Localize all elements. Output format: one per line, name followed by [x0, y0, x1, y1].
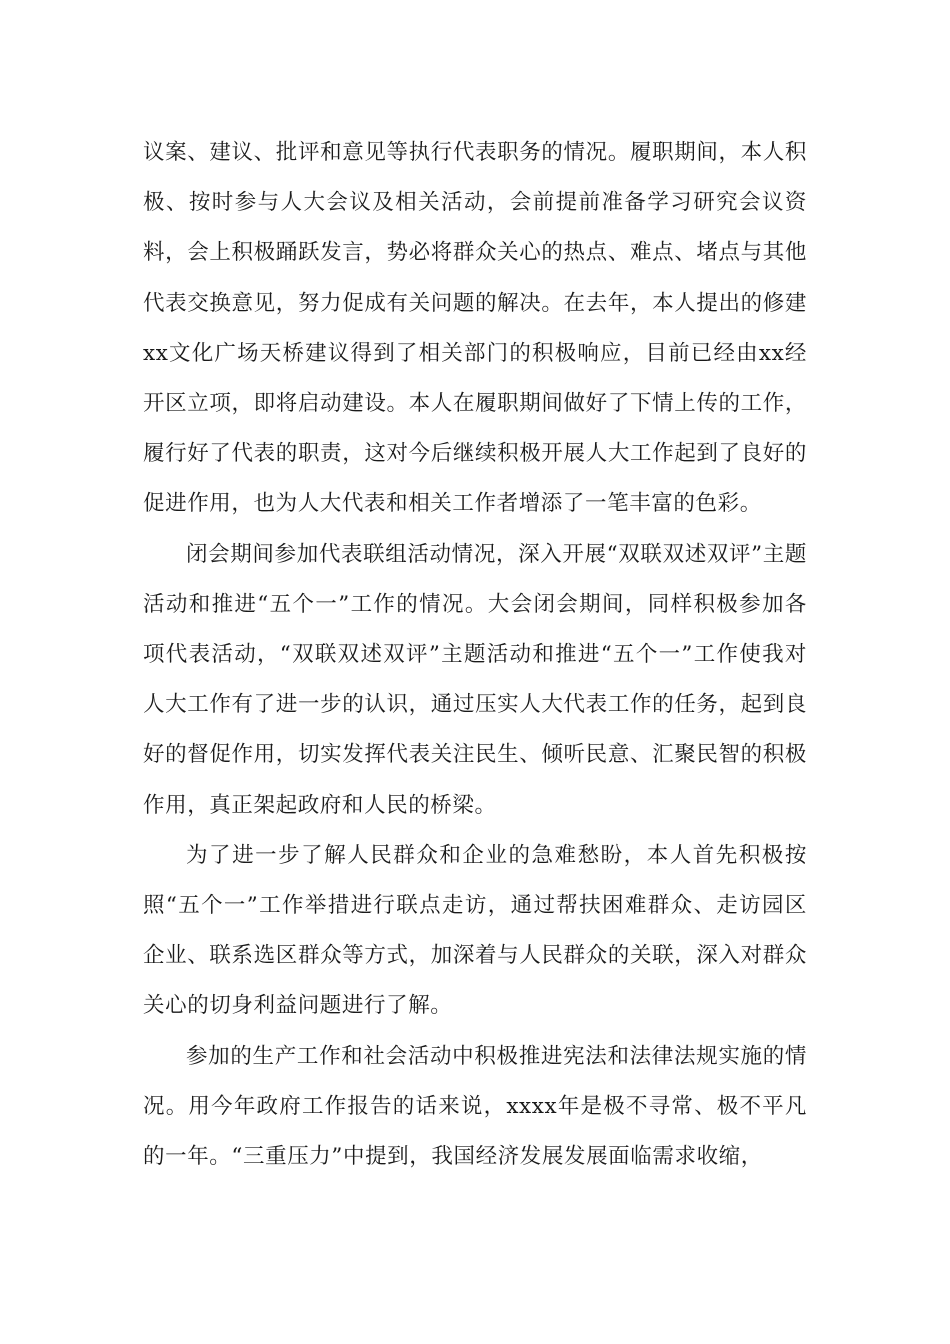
- paragraph-visits: 为了进一步了解人民群众和企业的急难愁盼，本人首先积极按照“五个一”工作举措进行联点走访，通过帮扶困难群众、走访园区企业、联系选区群众等方式，加深着与人民群众的关联，深入对群众关心的切身利益问题进行了解。: [143, 842, 807, 1019]
- paragraph-continued: 议案、建议、批评和意见等执行代表职务的情况。履职期间，本人积极、按时参与人大会议及相关活动，会前提前准备学习研究会议资料，会上积极踊跃发言，势必将群众关心的热点、难点、堵点与其他代表交换意见，努力促成有关问题的解决。在去年，本人提出的修建xx文化广场天桥建议得到了相关部门的积极响应，目前已经由xx经开区立项，即将启动建设。本人在履职期间做好了下情上传的工作，履行好了代表的职责，这对今后继续积极开展人大工作起到了良好的促进作用，也为人大代表和相关工作者增添了一笔丰富的色彩。: [143, 140, 807, 517]
- paragraph-constitution: 参加的生产工作和社会活动中积极推进宪法和法律法规实施的情况。用今年政府工作报告的话来说，xxxx年是极不寻常、极不平凡的一年。“三重压力”中提到，我国经济发展发展面临需求收缩，: [143, 1043, 807, 1170]
- document-body: [143, 128, 807, 1182]
- paragraph-joint-activities: 闭会期间参加代表联组活动情况，深入开展“双联双述双评”主题活动和推进“五个一”工作的情况。大会闭会期间，同样积极参加各项代表活动，“双联双述双评”主题活动和推进“五个一”工作使我对人大工作有了进一步的认识，通过压实人大代表工作的任务，起到良好的督促作用，切实发挥代表关注民生、倾听民意、汇聚民智的积极作用，真正架起政府和人民的桥梁。: [143, 541, 807, 818]
